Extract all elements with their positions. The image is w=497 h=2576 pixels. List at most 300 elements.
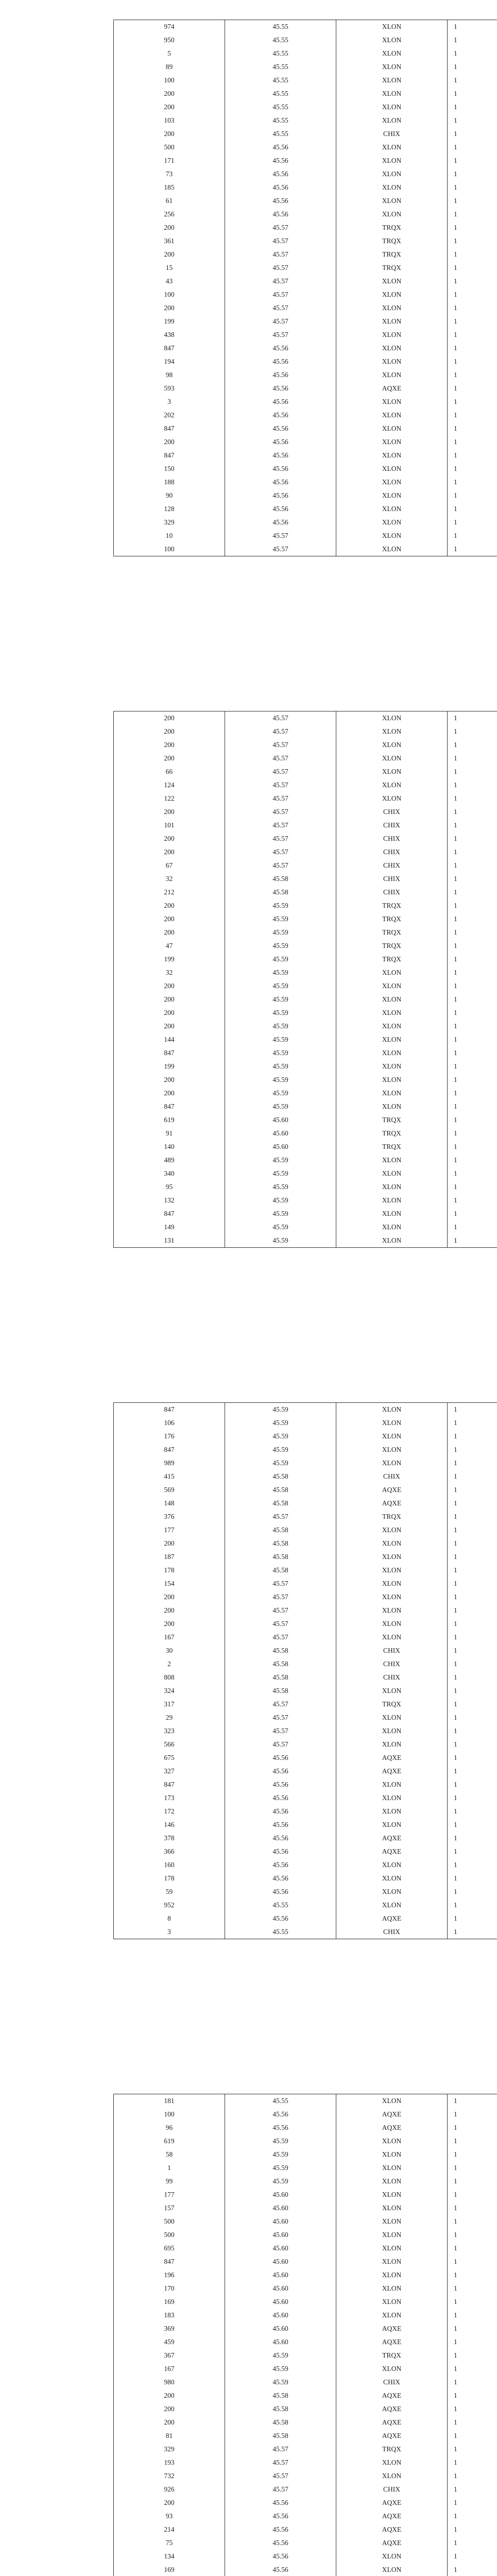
volume-cell: 847 [114,449,225,462]
volume-cell: 100 [114,2108,225,2121]
volume-cell: 193 [114,2456,225,2469]
price-cell: 45.57 [225,859,336,872]
venue-cell: XLON [336,2228,448,2242]
volume-cell: 200 [114,1020,225,1033]
trailing-cell: 1 [448,342,497,355]
table-row [114,1885,497,1899]
venue-cell: AQXE [336,1765,448,1778]
venue-cell: XLON [336,1872,448,1885]
venue-cell: CHIX [336,1470,448,1483]
table-row [114,2282,497,2295]
table-row [114,1577,497,1590]
table-row [114,87,497,100]
price-cell: 45.56 [225,1845,336,1858]
price-cell: 45.59 [225,1207,336,1221]
table-row [114,100,497,114]
venue-cell: XLON [336,409,448,422]
table-row [114,275,497,288]
venue-cell: AQXE [336,2523,448,2536]
volume-cell: 90 [114,489,225,502]
price-cell: 45.57 [225,328,336,342]
table-row [114,993,497,1006]
venue-cell: XLON [336,1577,448,1590]
table-row [114,1127,497,1140]
table-row [114,1671,497,1684]
venue-cell: TRQX [336,899,448,912]
volume-cell: 619 [114,1113,225,1127]
trailing-cell: 1 [448,2108,497,2121]
trailing-cell: 1 [448,711,497,725]
table-row [114,2362,497,2376]
table-row [114,966,497,979]
venue-cell: XLON [336,778,448,792]
volume-cell: 200 [114,435,225,449]
trailing-cell: 1 [448,1617,497,1631]
price-cell: 45.60 [225,2282,336,2295]
price-cell: 45.58 [225,1550,336,1564]
table-row [114,20,497,34]
price-cell: 45.57 [225,261,336,275]
price-cell: 45.59 [225,2148,336,2161]
table-row [114,1818,497,1832]
volume-cell: 95 [114,1180,225,1194]
trailing-cell: 1 [448,979,497,993]
trailing-cell: 1 [448,1046,497,1060]
venue-cell: XLON [336,1899,448,1912]
volume-cell: 2 [114,1657,225,1671]
venue-cell: AQXE [336,2322,448,2335]
trailing-cell: 1 [448,355,497,368]
volume-cell: 58 [114,2148,225,2161]
venue-cell: CHIX [336,872,448,886]
price-cell: 45.56 [225,141,336,154]
volume-cell: 66 [114,765,225,778]
table-row [114,1033,497,1046]
volume-cell: 200 [114,2402,225,2416]
volume-cell: 847 [114,422,225,435]
venue-cell: XLON [336,1564,448,1577]
trailing-cell: 1 [448,1791,497,1805]
volume-cell: 199 [114,953,225,966]
trailing-cell: 1 [448,1818,497,1832]
volume-cell: 32 [114,966,225,979]
table-row [114,1564,497,1577]
trailing-cell: 1 [448,1180,497,1194]
price-cell: 45.56 [225,516,336,529]
table-row [114,872,497,886]
table-row [114,2335,497,2349]
trailing-cell: 1 [448,1858,497,1872]
volume-cell: 200 [114,926,225,939]
table-row [114,1194,497,1207]
price-cell: 45.56 [225,208,336,221]
price-cell: 45.57 [225,1724,336,1738]
venue-cell: AQXE [336,2108,448,2121]
table-row [114,516,497,529]
price-cell: 45.57 [225,765,336,778]
table-row [114,154,497,167]
table-row [114,2536,497,2550]
price-cell: 45.58 [225,1470,336,1483]
volume-cell: 93 [114,2510,225,2523]
table-row [114,60,497,74]
trailing-cell: 1 [448,1073,497,1087]
price-cell: 45.57 [225,1604,336,1617]
table-row [114,141,497,154]
trade-table [113,1402,497,1939]
table-row [114,2550,497,2563]
table-row [114,953,497,966]
trailing-cell: 1 [448,87,497,100]
table-row [114,1207,497,1221]
table-row [114,1925,497,1939]
price-cell: 45.59 [225,1073,336,1087]
trailing-cell: 1 [448,382,497,395]
volume-cell: 100 [114,543,225,556]
trailing-cell: 1 [448,2536,497,2550]
price-cell: 45.60 [225,2322,336,2335]
volume-cell: 500 [114,141,225,154]
venue-cell: XLON [336,141,448,154]
volume-cell: 317 [114,1698,225,1711]
volume-cell: 340 [114,1167,225,1180]
table-row [114,342,497,355]
venue-cell: XLON [336,1430,448,1443]
venue-cell: XLON [336,993,448,1006]
price-cell: 45.57 [225,288,336,301]
volume-cell: 122 [114,792,225,805]
trailing-cell: 1 [448,1738,497,1751]
table-row [114,2376,497,2389]
table-row [114,792,497,805]
trailing-cell: 1 [448,33,497,47]
volume-cell: 67 [114,859,225,872]
trailing-cell: 1 [448,2322,497,2335]
price-cell: 45.57 [225,738,336,752]
venue-cell: AQXE [336,2536,448,2550]
trailing-cell: 1 [448,2242,497,2255]
price-cell: 45.55 [225,87,336,100]
price-cell: 45.57 [225,1617,336,1631]
venue-cell: XLON [336,752,448,765]
trade-table [113,20,497,556]
price-cell: 45.56 [225,2108,336,2121]
table-row [114,2121,497,2134]
table-row [114,1470,497,1483]
table-row [114,288,497,301]
table-row [114,328,497,342]
volume-cell: 89 [114,60,225,74]
price-cell: 45.55 [225,20,336,34]
venue-cell: CHIX [336,845,448,859]
volume-cell: 847 [114,1046,225,1060]
volume-cell: 950 [114,33,225,47]
volume-cell: 101 [114,819,225,832]
table-row [114,1006,497,1020]
volume-cell: 369 [114,2322,225,2335]
trailing-cell: 1 [448,1765,497,1778]
price-cell: 45.55 [225,100,336,114]
trailing-cell: 1 [448,1207,497,1221]
price-cell: 45.57 [225,819,336,832]
trailing-cell: 1 [448,899,497,912]
trailing-cell: 1 [448,1778,497,1791]
volume-cell: 376 [114,1510,225,1523]
volume-cell: 177 [114,2188,225,2201]
price-cell: 45.56 [225,1791,336,1805]
venue-cell: XLON [336,2094,448,2108]
trailing-cell: 1 [448,489,497,502]
table-row [114,355,497,368]
table-row [114,1167,497,1180]
venue-cell: CHIX [336,1657,448,1671]
trailing-cell: 1 [448,1631,497,1644]
price-cell: 45.60 [225,2309,336,2322]
table-row [114,725,497,738]
volume-cell: 200 [114,805,225,819]
price-cell: 45.57 [225,234,336,248]
volume-cell: 361 [114,234,225,248]
table-row [114,502,497,516]
venue-cell: XLON [336,395,448,409]
volume-cell: 170 [114,2282,225,2295]
table-row [114,422,497,435]
volume-cell: 10 [114,529,225,543]
volume-cell: 124 [114,778,225,792]
price-cell: 45.58 [225,1483,336,1497]
trailing-cell: 1 [448,1221,497,1234]
trailing-cell: 1 [448,1644,497,1657]
venue-cell: XLON [336,738,448,752]
volume-cell: 61 [114,194,225,208]
volume-cell: 200 [114,738,225,752]
trailing-cell: 1 [448,2550,497,2563]
price-cell: 45.56 [225,181,336,194]
trailing-cell: 1 [448,912,497,926]
volume-cell: 176 [114,1430,225,1443]
venue-cell: XLON [336,1020,448,1033]
trailing-cell: 1 [448,395,497,409]
table-row [114,261,497,275]
price-cell: 45.57 [225,711,336,725]
trailing-cell: 1 [448,2523,497,2536]
table-row [114,1872,497,1885]
price-cell: 45.56 [225,489,336,502]
venue-cell: XLON [336,476,448,489]
price-cell: 45.59 [225,2134,336,2148]
price-cell: 45.57 [225,315,336,328]
volume-cell: 160 [114,1858,225,1872]
price-cell: 45.56 [225,1885,336,1899]
trailing-cell: 1 [448,2496,497,2510]
trade-table-page-2 [113,711,497,1248]
volume-cell: 200 [114,1073,225,1087]
trailing-cell: 1 [448,2188,497,2201]
trailing-cell: 1 [448,1657,497,1671]
venue-cell: XLON [336,435,448,449]
volume-cell: 100 [114,288,225,301]
volume-cell: 212 [114,886,225,899]
price-cell: 45.59 [225,926,336,939]
table-row [114,409,497,422]
venue-cell: XLON [336,1684,448,1698]
trailing-cell: 1 [448,1234,497,1248]
venue-cell: AQXE [336,2335,448,2349]
trailing-cell: 1 [448,886,497,899]
price-cell: 45.56 [225,2536,336,2550]
price-cell: 45.57 [225,221,336,234]
trailing-cell: 1 [448,1684,497,1698]
volume-cell: 200 [114,979,225,993]
price-cell: 45.57 [225,2469,336,2483]
volume-cell: 569 [114,1483,225,1497]
price-cell: 45.56 [225,1832,336,1845]
venue-cell: CHIX [336,1671,448,1684]
venue-cell: XLON [336,489,448,502]
trailing-cell: 1 [448,476,497,489]
volume-cell: 200 [114,993,225,1006]
table-row [114,1724,497,1738]
trailing-cell: 1 [448,1154,497,1167]
volume-cell: 200 [114,845,225,859]
venue-cell: XLON [336,1194,448,1207]
price-cell: 45.59 [225,1046,336,1060]
venue-cell: TRQX [336,1113,448,1127]
venue-cell: XLON [336,979,448,993]
venue-cell: CHIX [336,805,448,819]
trailing-cell: 1 [448,181,497,194]
venue-cell: XLON [336,328,448,342]
venue-cell: AQXE [336,2496,448,2510]
trailing-cell: 1 [448,2175,497,2188]
price-cell: 45.59 [225,1020,336,1033]
volume-cell: 459 [114,2335,225,2349]
trade-table-page-3 [113,1402,497,1939]
price-cell: 45.59 [225,953,336,966]
table-row [114,2389,497,2402]
trailing-cell: 1 [448,2121,497,2134]
price-cell: 45.59 [225,1456,336,1470]
venue-cell: XLON [336,711,448,725]
price-cell: 45.56 [225,2510,336,2523]
price-cell: 45.59 [225,1234,336,1248]
price-cell: 45.59 [225,2376,336,2389]
venue-cell: XLON [336,301,448,315]
table-row [114,765,497,778]
price-cell: 45.59 [225,899,336,912]
venue-cell: XLON [336,114,448,127]
table-row [114,2255,497,2268]
table-row [114,1523,497,1537]
venue-cell: XLON [336,1046,448,1060]
price-cell: 45.60 [225,2255,336,2268]
volume-cell: 324 [114,1684,225,1698]
table-row [114,1550,497,1564]
price-cell: 45.57 [225,1698,336,1711]
trailing-cell: 1 [448,1899,497,1912]
volume-cell: 96 [114,2121,225,2134]
trade-table-page-4 [113,2094,497,2576]
table-row [114,1832,497,1845]
trailing-cell: 1 [448,1537,497,1550]
price-cell: 45.60 [225,1140,336,1154]
volume-cell: 75 [114,2536,225,2550]
venue-cell: XLON [336,1443,448,1456]
venue-cell: XLON [336,765,448,778]
venue-cell: CHIX [336,1925,448,1939]
trailing-cell: 1 [448,502,497,516]
trailing-cell: 1 [448,529,497,543]
venue-cell: TRQX [336,1140,448,1154]
trailing-cell: 1 [448,114,497,127]
table-row [114,529,497,543]
trailing-cell: 1 [448,2282,497,2295]
price-cell: 45.56 [225,2563,336,2576]
volume-cell: 131 [114,1234,225,1248]
venue-cell: CHIX [336,1644,448,1657]
table-row [114,2134,497,2148]
volume-cell: 327 [114,1765,225,1778]
venue-cell: XLON [336,2255,448,2268]
table-row [114,1590,497,1604]
venue-cell: TRQX [336,939,448,953]
price-cell: 45.56 [225,382,336,395]
table-row [114,2563,497,2576]
volume-cell: 1 [114,2161,225,2175]
venue-cell: AQXE [336,1845,448,1858]
volume-cell: 8 [114,1912,225,1925]
price-cell: 45.59 [225,1154,336,1167]
table-row [114,1858,497,1872]
price-cell: 45.60 [225,1127,336,1140]
venue-cell: XLON [336,2215,448,2228]
price-cell: 45.58 [225,1523,336,1537]
price-cell: 45.59 [225,1430,336,1443]
trailing-cell: 1 [448,315,497,328]
venue-cell: XLON [336,100,448,114]
table-row [114,543,497,556]
price-cell: 45.58 [225,1537,336,1550]
price-cell: 45.58 [225,872,336,886]
table-row [114,221,497,234]
venue-cell: XLON [336,2188,448,2201]
venue-cell: AQXE [336,2416,448,2429]
trailing-cell: 1 [448,859,497,872]
price-cell: 45.60 [225,2242,336,2255]
trailing-cell: 1 [448,1564,497,1577]
table-row [114,2416,497,2429]
venue-cell: XLON [336,2550,448,2563]
volume-cell: 256 [114,208,225,221]
volume-cell: 167 [114,1631,225,1644]
venue-cell: XLON [336,2134,448,2148]
trailing-cell: 1 [448,1087,497,1100]
price-cell: 45.57 [225,778,336,792]
venue-cell: XLON [336,2148,448,2161]
price-cell: 45.55 [225,33,336,47]
table-row [114,2322,497,2335]
venue-cell: XLON [336,1100,448,1113]
venue-cell: TRQX [336,2349,448,2362]
price-cell: 45.56 [225,1751,336,1765]
trailing-cell: 1 [448,1925,497,1939]
venue-cell: XLON [336,422,448,435]
price-cell: 45.59 [225,993,336,1006]
venue-cell: XLON [336,1154,448,1167]
venue-cell: XLON [336,2242,448,2255]
table-row [114,2483,497,2496]
trailing-cell: 1 [448,2456,497,2469]
